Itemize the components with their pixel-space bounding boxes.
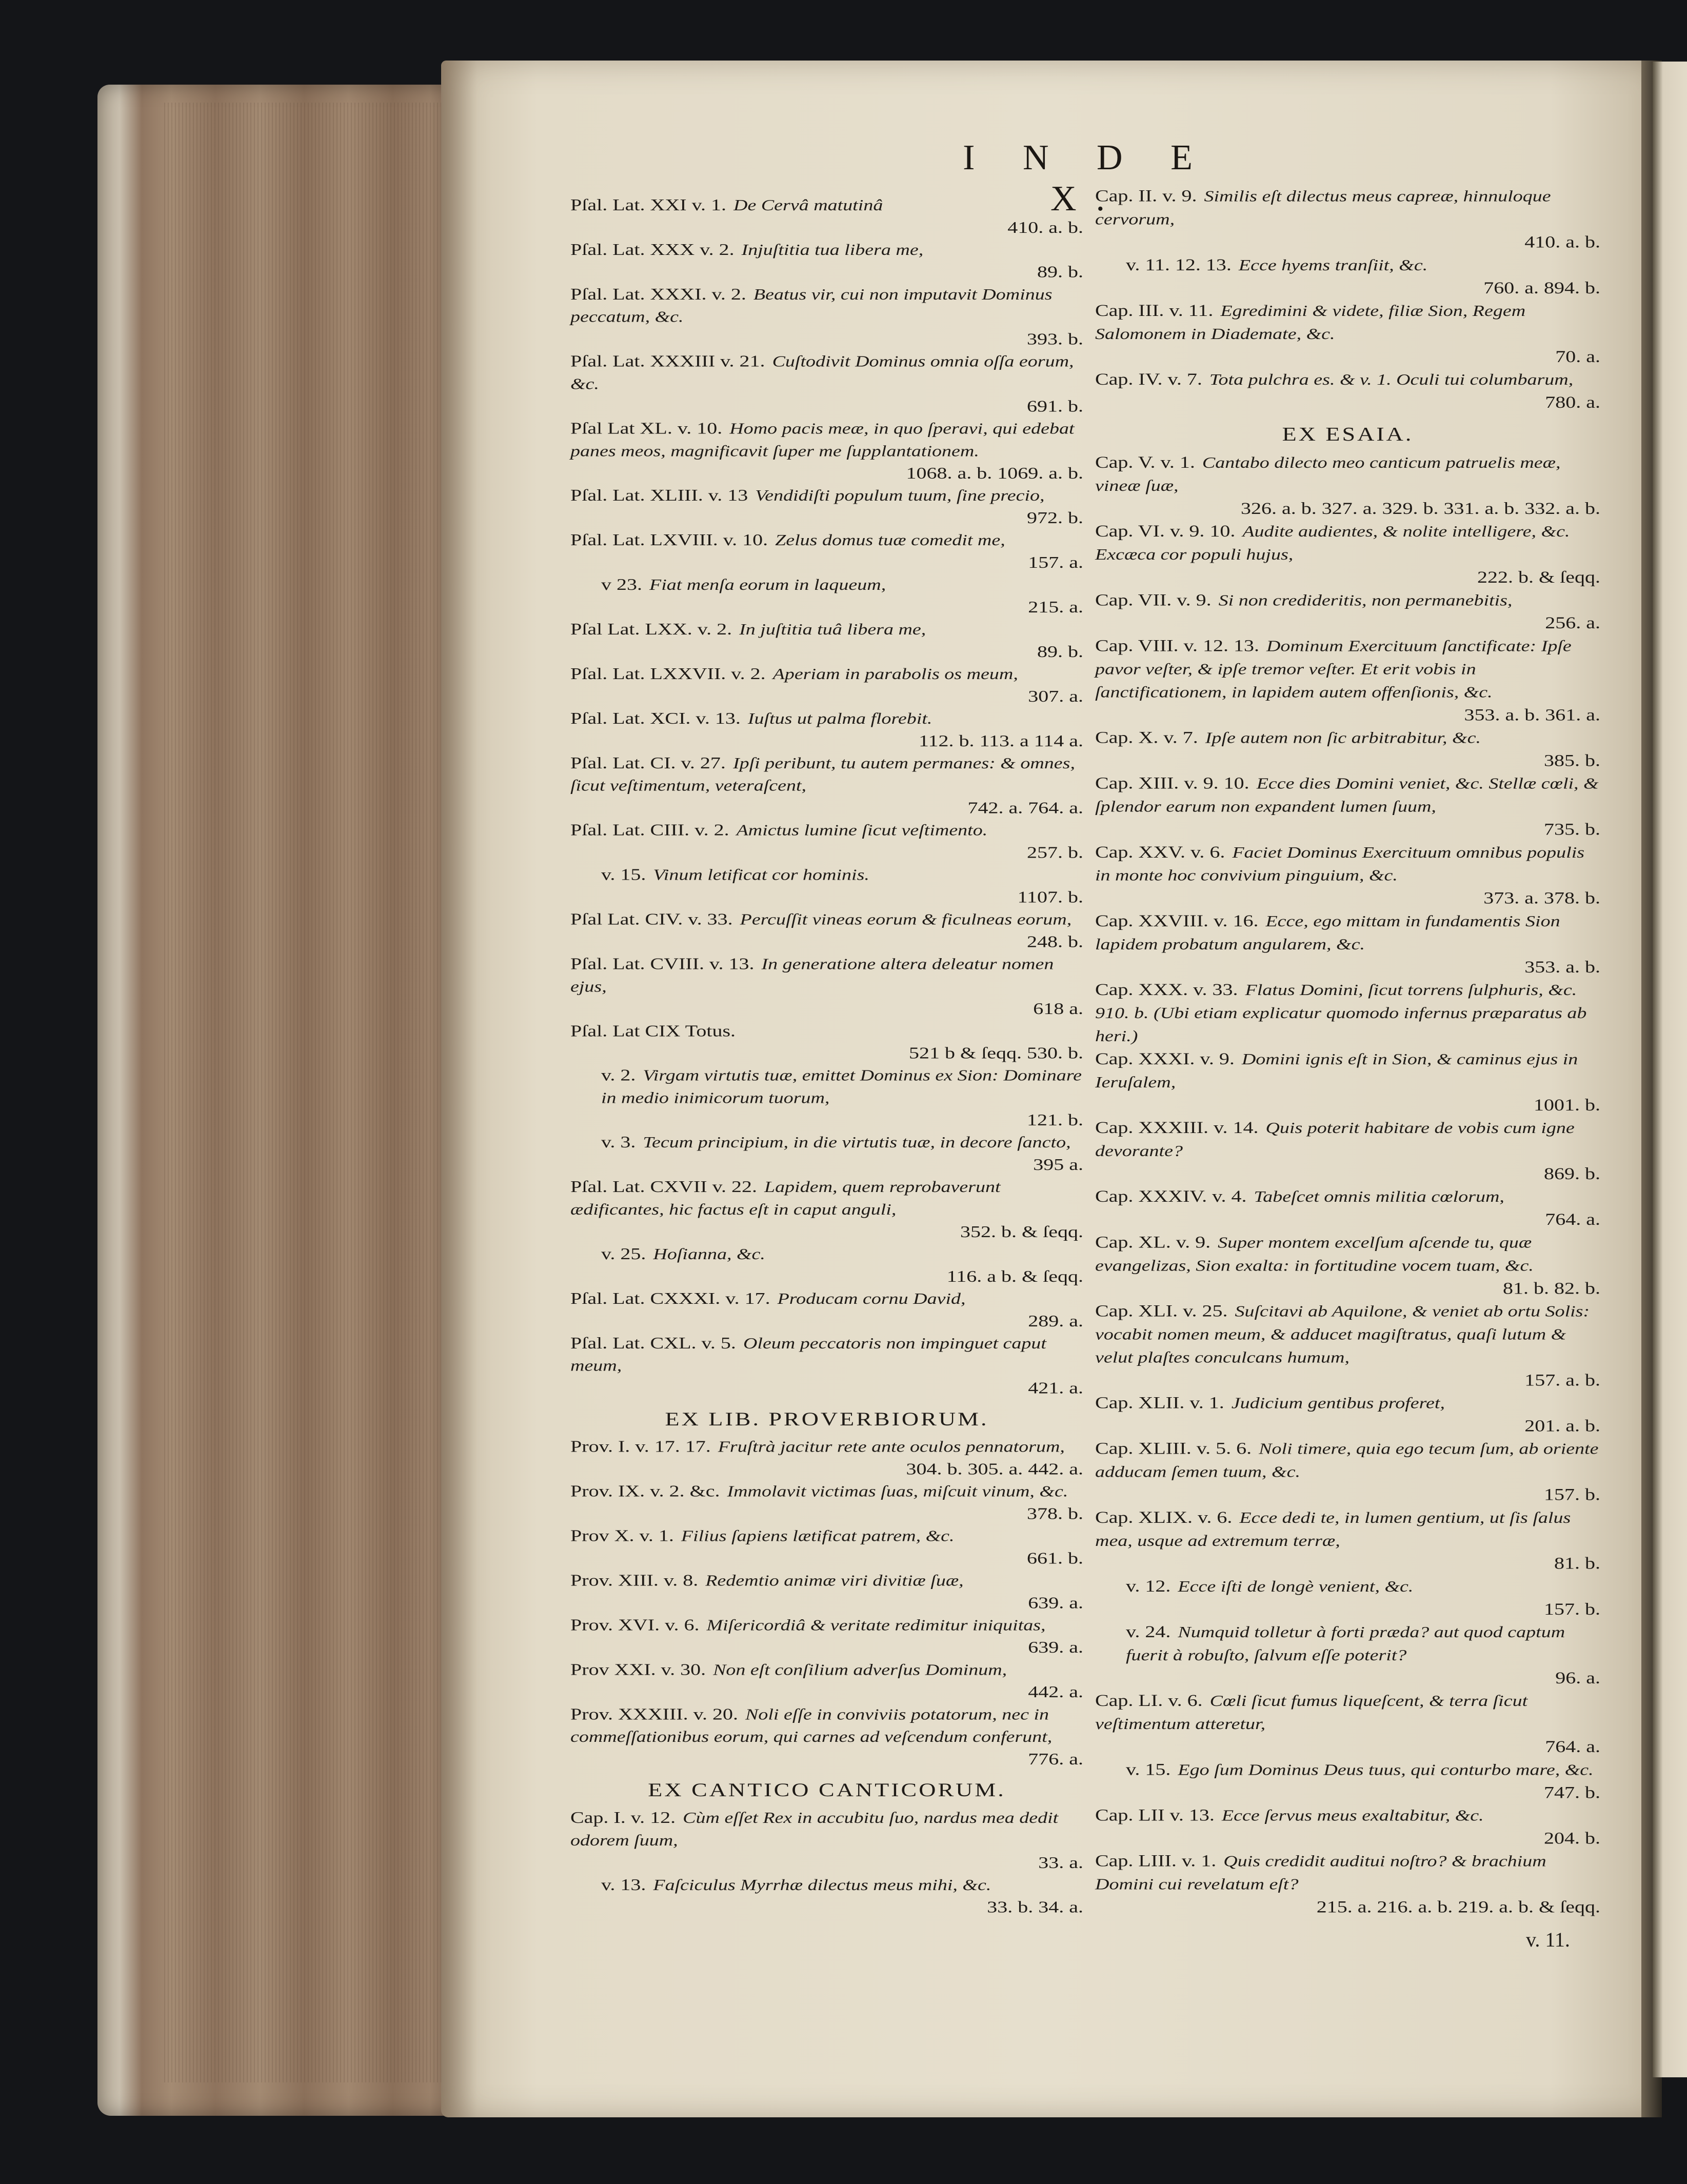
index-entry [1095, 1047, 1600, 1116]
entry-reference: Cap. XXV. v. 6. [1095, 842, 1225, 862]
entry-text: Tecum principium, in die virtutis tuæ, in decore ſancto, [643, 1134, 1071, 1151]
entry-reference: v. 24. [1126, 1622, 1171, 1641]
entry-reference: Pſal. Lat. CIII. v. 2. [570, 820, 729, 839]
entry-reference: Pſal. Lat. XLIII. v. 13 [570, 486, 748, 505]
entry-page-refs: 33. a. [1038, 1853, 1083, 1872]
entry-page-refs: 393. b. [1027, 329, 1083, 348]
entry-text: Audite audientes, & nolite intelligere, &c. Excæca cor populi hujus, [1095, 523, 1570, 564]
index-entry [570, 1525, 1083, 1570]
entry-text: Ecce iſti de longè venient, &c. [1178, 1577, 1414, 1596]
entry-page-refs: 735. b. [1544, 820, 1600, 839]
entry-page-refs: 81. b. 82. b. [1503, 1278, 1600, 1298]
index-entry [570, 1480, 1083, 1525]
entry-reference: Cap. XLII. v. 1. [1095, 1393, 1224, 1412]
entry-reference: Cap. I. v. 12. [570, 1808, 676, 1827]
entry-page-refs: 1068. a. b. 1069. a. b. [906, 464, 1083, 483]
entry-page-refs: 395 a. [1033, 1155, 1083, 1174]
entry-page-refs: 157. a. [1028, 553, 1083, 572]
entry-page-refs: 410. a. b. [1007, 218, 1083, 236]
entry-page-refs: 742. a. 764. a. [967, 798, 1083, 817]
entry-page-refs: 385. b. [1544, 751, 1600, 770]
entry-text: Domini ignis eſt in Sion, & caminus ejus in Ieruſalem, [1095, 1050, 1578, 1091]
entry-text: In juſtitia tuâ libera me, [739, 621, 926, 639]
index-entry [570, 194, 1083, 239]
entry-page-refs: 326. a. b. 327. a. 329. b. 331. a. b. 332. a. b. [1240, 499, 1600, 518]
psalm-entries [570, 194, 1083, 1399]
entry-text: Injuſtitia tua libera me, [741, 241, 924, 259]
entry-reference: Prov. XIII. v. 8. [570, 1571, 699, 1590]
entry-page-refs: 256. a. [1545, 613, 1600, 632]
entry-text: Ego ſum Dominus Deus tuus, qui conturbo mare, &c. [1178, 1761, 1594, 1779]
entry-reference: Prov. I. v. 17. 17. [570, 1437, 711, 1456]
entry-reference: Pſal. Lat. XXX v. 2. [570, 240, 735, 259]
entry-text: Homo pacis meæ, in quo ſperavi, qui edebat panes meos, magnificavit ſuper me ſupplantationem. [570, 420, 1075, 460]
entry-reference: Pſal. Lat. CXXXI. v. 17. [570, 1289, 770, 1308]
entry-text: Amictus lumine ſicut veſtimento. [736, 822, 988, 839]
entry-reference: Cap. XIII. v. 9. 10. [1095, 773, 1249, 792]
entry-page-refs: 121. b. [1027, 1110, 1083, 1129]
index-entry [1095, 1392, 1600, 1437]
entry-page-refs: 215. a. [1028, 598, 1083, 617]
entry-text: De Cervâ matutinâ [733, 196, 883, 214]
entry-reference: Cap. VIII. v. 12. 13. [1095, 636, 1259, 655]
index-entry [1095, 1437, 1600, 1506]
catchword: v. 11. [1526, 1928, 1570, 1951]
entry-text: Zelus domus tuæ comedit me, [775, 531, 1005, 549]
entry-reference: Cap. LII v. 13. [1095, 1805, 1215, 1824]
entry-reference: v 23. [601, 575, 642, 594]
index-entry [570, 1064, 1083, 1131]
entry-reference: Prov X. v. 1. [570, 1526, 674, 1545]
entry-text: Fiat menſa eorum in laqueum, [649, 576, 886, 594]
entry-text: Percuſſit vineas eorum & ficulneas eorum, [740, 911, 1072, 928]
entry-text: Judicium gentibus proferet, [1231, 1394, 1445, 1412]
index-entry [1095, 1300, 1600, 1392]
entry-text: Beatus vir, cui non imputavit Dominus peccatum, &c. [570, 286, 1053, 326]
entry-reference: Cap. VI. v. 9. 10. [1095, 521, 1236, 541]
index-entry [1095, 520, 1600, 588]
entry-page-refs: 764. a. [1545, 1737, 1600, 1756]
entry-page-refs: 378. b. [1027, 1504, 1083, 1523]
index-entry [1095, 909, 1600, 978]
index-entry [1095, 451, 1600, 520]
entry-text: Virgam virtutis tuæ, emittet Dominus ex Sion: Dominare in medio inimicorum tuorum, [601, 1067, 1082, 1107]
entry-page-refs: 157. b. [1544, 1599, 1600, 1619]
facing-page-edge [1653, 62, 1687, 2077]
index-entry [570, 1570, 1083, 1614]
entry-text: Ecce hyems tranſiit, &c. [1238, 256, 1428, 274]
entry-page-refs: 215. a. 216. a. b. 219. a. b. & ſeqq. [1316, 1897, 1600, 1916]
entry-page-refs: 222. b. & ſeqq. [1477, 567, 1600, 587]
entry-text: Vinum letificat cor hominis. [653, 866, 869, 884]
entry-text: Lapidem, quem reprobaverunt ædificantes, hic factus eſt in caput anguli, [570, 1178, 1001, 1219]
entry-text: Miſericordiâ & veritate redimitur iniquitas, [706, 1617, 1046, 1634]
index-entry [570, 908, 1083, 953]
index-entry [570, 1614, 1083, 1658]
entry-reference: Cap. LI. v. 6. [1095, 1691, 1203, 1710]
entry-reference: Pſal. Lat. CXVII v. 22. [570, 1177, 758, 1196]
index-entry [1095, 634, 1600, 726]
index-entry [1095, 299, 1600, 368]
index-entry [1095, 978, 1600, 1047]
esaia-entries [1095, 451, 1600, 1918]
entry-page-refs: 1107. b. [1017, 887, 1083, 906]
entry-page-refs: 257. b. [1027, 843, 1083, 862]
entry-page-refs: 776. a. [1028, 1750, 1083, 1769]
index-entry [570, 573, 1083, 618]
index-entry [1095, 253, 1600, 299]
entry-text: Aperiam in parabolis os meum, [772, 665, 1018, 683]
entry-text: Ecce dies Domini veniet, &c. Stellæ cœli, & ſplendor earum non expandent lumen ſuum, [1095, 775, 1599, 816]
entry-page-refs: 410. a. b. [1524, 232, 1600, 252]
entry-text: Ipſi peribunt, tu autem permanes: & omnes, ſicut veſtimentum, veteraſcent, [570, 755, 1075, 795]
entry-page-refs: 116. a b. & ſeqq. [946, 1267, 1083, 1285]
entry-reference: Pſal Lat. CIV. v. 33. [570, 909, 733, 928]
entry-page-refs: 764. a. [1545, 1209, 1600, 1229]
index-entry [1095, 1804, 1600, 1850]
entry-reference: Pſal Lat XL. v. 10. [570, 419, 723, 438]
entry-page-refs: 33. b. 34. a. [987, 1898, 1083, 1916]
entry-page-refs: 760. a. 894. b. [1483, 278, 1600, 297]
entry-page-refs: 304. b. 305. a. 442. a. [906, 1459, 1083, 1478]
index-entry [1095, 1116, 1600, 1185]
index-entry [570, 283, 1083, 350]
entry-text: Iuſtus ut palma florebit. [747, 710, 932, 728]
entry-text: Similis eſt dilectus meus capreæ, hinnuloque cervorum, [1095, 187, 1551, 229]
canticles-continued-entries [1095, 185, 1600, 414]
entry-text: Noli timere, quia ego tecum ſum, ab oriente adducam ſemen tuum, &c. [1095, 1440, 1599, 1481]
entry-reference: Pſal. Lat. XCI. v. 13. [570, 709, 741, 728]
entry-page-refs: 421. a. [1028, 1378, 1083, 1397]
entry-text: Ipſe autem non ſic arbitrabitur, &c. [1205, 729, 1481, 747]
entry-text: Dominum Exercituum ſanctificate: Ipſe pavor veſter, & ipſe tremor veſter. Et erit vobis in ſanctificationem, in lapidem autem offenſionis, &c. [1095, 637, 1572, 701]
entry-page-refs: 70. a. [1555, 347, 1600, 366]
index-entry [1095, 772, 1600, 841]
entry-text: Faciet Dominus Exercituum omnibus populis in monte hoc convivium pinguium, &c. [1095, 843, 1585, 885]
entry-text: Faſciculus Myrrhæ dilectus meus mihi, &c. [653, 1876, 991, 1894]
entry-page-refs: 204. b. [1544, 1828, 1600, 1848]
entry-text: Non eſt conſilium adverſus Dominum, [713, 1661, 1007, 1679]
index-entry [1095, 1231, 1600, 1300]
entry-reference: Prov. IX. v. 2. &c. [570, 1481, 720, 1500]
entry-page-refs: 89. b. [1037, 262, 1083, 281]
entry-reference: Pſal. Lat CIX Totus. [570, 1021, 736, 1040]
entry-reference: Pſal. Lat. XXXI. v. 2. [570, 285, 746, 303]
entry-reference: Pſal Lat. LXX. v. 2. [570, 620, 732, 639]
index-entry [570, 484, 1083, 529]
entry-text: Hoſianna, &c. [653, 1245, 765, 1263]
index-entry [570, 1658, 1083, 1703]
entry-page-refs: 89. b. [1037, 642, 1083, 661]
entry-reference: Cap. XL. v. 9. [1095, 1232, 1211, 1252]
entry-text: Tabeſcet omnis militia cœlorum, [1254, 1188, 1504, 1206]
index-entry [1095, 726, 1600, 772]
entry-text: Tota pulchra es. & v. 1. Oculi tui columbarum, [1209, 371, 1574, 389]
entry-text: Super montem excelſum aſcende tu, quæ evangelizas, Sion exalta: in fortitudine vocem tuam, &c. [1095, 1234, 1534, 1275]
entry-reference: Cap. XLIII. v. 5. 6. [1095, 1439, 1252, 1458]
left-column [570, 194, 1083, 1918]
entry-text: Oleum peccatoris non impinguet caput meum, [570, 1335, 1046, 1375]
proverbs-entries [570, 1436, 1083, 1770]
entry-text: Filius ſapiens lætificat patrem, &c. [681, 1527, 955, 1545]
entry-reference: v. 2. [601, 1065, 636, 1084]
entry-page-refs: 639. a. [1028, 1638, 1083, 1657]
entry-text: Ecce, ego mittam in fundamentis Sion lapidem probatum angularem, &c. [1095, 912, 1560, 954]
index-entry [1095, 1185, 1600, 1230]
entry-reference: v. 15. [601, 865, 646, 884]
entry-text: Cœli ſicut fumus liqueſcent, & terra ſicut veſtimentum atteretur, [1095, 1692, 1528, 1733]
index-entry [570, 1703, 1083, 1770]
index-entry [570, 819, 1083, 864]
entry-text: Egredimini & videte, filiæ Sion, Regem Salomonem in Diademate, &c. [1095, 302, 1526, 343]
index-entry [1095, 589, 1600, 634]
entry-page-refs: 96. a. [1555, 1668, 1600, 1687]
index-entry [570, 529, 1083, 573]
entry-page-refs: 352. b. & ſeqq. [960, 1222, 1083, 1241]
entry-reference: Cap. III. v. 11. [1095, 301, 1214, 320]
index-entry [570, 707, 1083, 752]
index-entry [570, 1332, 1083, 1399]
entry-text: Immolavit victimas ſuas, miſcuit vinum, &c. [727, 1483, 1068, 1500]
entry-text: Cùm eſſet Rex in accubitu ſuo, nardus mea dedit odorem ſuum, [570, 1809, 1059, 1850]
index-entry [570, 1020, 1083, 1064]
entry-reference: Cap. X. v. 7. [1095, 728, 1198, 747]
entry-reference: Pſal. Lat. CXL. v. 5. [570, 1334, 736, 1353]
entry-reference: Pſal. Lat. CVIII. v. 13. [570, 954, 755, 973]
entry-page-refs: 618 a. [1033, 999, 1083, 1018]
index-entry [570, 618, 1083, 663]
entry-reference: v. 3. [601, 1133, 636, 1151]
index-entry [1095, 841, 1600, 909]
entry-reference: Pſal. Lat. XXXIII v. 21. [570, 351, 765, 370]
entry-text: Quis poterit habitare de vobis cum igne devorante? [1095, 1119, 1575, 1160]
index-entry [570, 752, 1083, 819]
entry-reference: Cap. XXXIII. v. 14. [1095, 1118, 1259, 1137]
entry-reference: Pſal. Lat. CI. v. 27. [570, 753, 726, 772]
index-entry [570, 663, 1083, 707]
entry-reference: Cap. II. v. 9. [1095, 186, 1197, 206]
entry-page-refs: 353. a. b. [1524, 957, 1600, 977]
section-heading-proverbs: EX LIB. PROVERBIORUM. [665, 1408, 989, 1429]
index-entry [570, 1806, 1083, 1874]
entry-page-refs: 1001. b. [1534, 1095, 1600, 1115]
entry-reference: v. 15. [1126, 1759, 1171, 1779]
entry-text: Redemtio animæ viri divitiæ ſuæ, [705, 1572, 964, 1590]
canticles-entries [570, 1806, 1083, 1918]
index-entry [570, 239, 1083, 283]
index-entry [570, 1874, 1083, 1918]
entry-reference: Cap. VII. v. 9. [1095, 590, 1212, 609]
entry-reference: v. 13. [601, 1875, 646, 1894]
index-entry [1095, 1850, 1600, 1918]
entry-reference: Prov. XXXIII. v. 20. [570, 1704, 738, 1723]
section-heading-canticles: EX CANTICO CANTICORUM. [648, 1779, 1006, 1801]
entry-text: Producam cornu David, [777, 1290, 966, 1308]
entry-reference: Pſal. Lat. LXVIII. v. 10. [570, 530, 768, 549]
entry-page-refs: 307. a. [1028, 687, 1083, 705]
entry-page-refs: 869. b. [1544, 1164, 1600, 1183]
index-entry [570, 953, 1083, 1020]
index-entry [570, 1176, 1083, 1243]
right-column [1095, 185, 1600, 1918]
entry-reference: Cap. LIII. v. 1. [1095, 1851, 1217, 1870]
entry-page-refs: 157. a. b. [1524, 1370, 1600, 1389]
entry-text: Si non credideritis, non permanebitis, [1218, 591, 1513, 609]
index-entry [570, 1243, 1083, 1287]
entry-reference: Cap. XLIX. v. 6. [1095, 1507, 1233, 1527]
index-entry [570, 1436, 1083, 1480]
entry-page-refs: 289. a. [1028, 1312, 1083, 1330]
entry-text: Suſcitavi ab Aquilone, & veniet ab ortu Solis: vocabit nomen meum, & adducet magiſtratus, quaſi lutum & velut plaſtes conculcans humum, [1095, 1302, 1590, 1366]
entry-page-refs: 639. a. [1028, 1593, 1083, 1612]
index-entry [1095, 1758, 1600, 1804]
entry-reference: v. 11. 12. 13. [1126, 255, 1232, 274]
entry-reference: Pſal. Lat. LXXVII. v. 2. [570, 664, 766, 683]
entry-page-refs: 248. b. [1027, 932, 1083, 951]
entry-page-refs: 747. b. [1544, 1782, 1600, 1802]
entry-text: Vendidiſti populum tuum, ſine precio, [755, 487, 1045, 505]
entry-page-refs: 373. a. 378. b. [1483, 888, 1600, 908]
entry-text: Quis credidit auditui noſtro? & brachium Domini cui revelatum eſt? [1095, 1852, 1546, 1893]
entry-reference: Prov. XVI. v. 6. [570, 1615, 700, 1634]
entry-page-refs: 81. b. [1554, 1554, 1600, 1573]
entry-reference: v. 12. [1126, 1576, 1171, 1596]
entry-text: Numquid tolletur à forti præda? aut quod captum fuerit à robuſto, ſalvum eſſe poterit? [1126, 1623, 1565, 1664]
index-entry [1095, 185, 1600, 253]
entry-reference: Prov XXI. v. 30. [570, 1660, 706, 1679]
entry-page-refs: 521 b & ſeqq. 530. b. [909, 1043, 1083, 1062]
entry-page-refs: 112. b. 113. a 114 a. [918, 731, 1083, 750]
index-entry [1095, 368, 1600, 413]
entry-reference: Pſal. Lat. XXI v. 1. [570, 195, 727, 214]
entry-reference: Cap. XXX. v. 33. [1095, 980, 1238, 999]
index-entry [570, 350, 1083, 418]
entry-page-refs: 353. a. b. 361. a. [1464, 705, 1600, 724]
index-entry [1095, 1689, 1600, 1758]
entry-text: Cuſtodivit Dominus omnia oſſa eorum, &c. [570, 353, 1074, 393]
entry-reference: Cap. V. v. 1. [1095, 452, 1195, 472]
entry-reference: v. 25. [601, 1244, 646, 1263]
entry-text: Noli eſſe in conviviis potatorum, nec in commeſſationibus eorum, qui carnes ad veſcendum conferunt, [570, 1705, 1053, 1746]
entry-text: In generatione altera deleatur nomen ejus, [570, 956, 1054, 996]
entry-page-refs: 780. a. [1545, 392, 1600, 412]
index-entry [570, 417, 1083, 484]
entry-text: Ecce dedi te, in lumen gentium, ut ſis ſalus mea, usque ad extremum terræ, [1095, 1508, 1571, 1550]
entry-page-refs: 691. b. [1027, 396, 1083, 415]
index-entry [570, 1287, 1083, 1332]
entry-page-refs: 157. b. [1544, 1485, 1600, 1504]
entry-text: Fruſtrà jacitur rete ante oculos pennatorum, [718, 1438, 1065, 1456]
entry-reference: Cap. XXVIII. v. 16. [1095, 911, 1259, 930]
entry-page-refs: 442. a. [1028, 1682, 1083, 1701]
index-entry [570, 864, 1083, 908]
index-entry [1095, 1575, 1600, 1620]
entry-page-refs: 661. b. [1027, 1548, 1083, 1567]
entry-page-refs: 201. a. b. [1524, 1416, 1600, 1435]
entry-text: Cantabo dilecto meo canticum patruelis meæ, vineæ ſuæ, [1095, 454, 1561, 495]
running-header: I N D E X. [963, 138, 1212, 219]
entry-page-refs: 972. b. [1027, 508, 1083, 527]
entry-reference: Cap. XLI. v. 25. [1095, 1301, 1228, 1320]
entry-text: Flatus Domini, ſicut torrens ſulphuris, &c. 910. b. (Ubi etiam explicatur quomodo infernus præparatus ab heri.) [1095, 981, 1587, 1045]
page-edges-texture [164, 103, 451, 2082]
index-entry [1095, 1506, 1600, 1575]
index-entry [570, 1131, 1083, 1176]
entry-text: Ecce ſervus meus exaltabitur, &c. [1221, 1806, 1484, 1824]
index-entry [1095, 1620, 1600, 1689]
section-heading-esaia: EX ESAIA. [1282, 423, 1414, 445]
entry-reference: Cap. IV. v. 7. [1095, 369, 1202, 389]
entry-reference: Cap. XXXI. v. 9. [1095, 1049, 1235, 1068]
entry-reference: Cap. XXXIV. v. 4. [1095, 1186, 1247, 1206]
